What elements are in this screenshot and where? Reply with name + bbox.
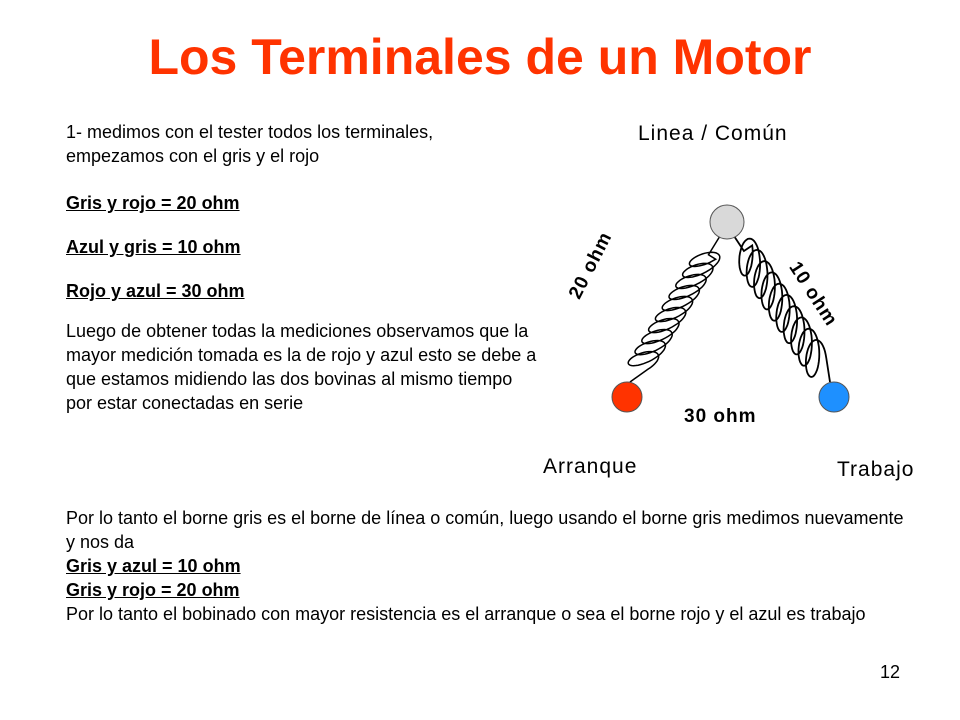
start-coil-resistance-label: 20 ohm xyxy=(565,228,617,303)
page-number: 12 xyxy=(880,662,901,682)
series-resistance-label: 30 ohm xyxy=(684,406,757,427)
page-title: Los Terminales de un Motor xyxy=(148,29,812,85)
explanation-text: Luego de obtener todas la mediciones observamos que la mayor medición tomada es la de rojo y azul esto se debe a que estamos midiendo las dos bovinas al mismo tiempo por estar conectadas en serie xyxy=(66,321,537,413)
result-gris-azul: Gris y azul = 10 ohm xyxy=(66,556,241,576)
run-terminal-node xyxy=(819,382,849,412)
measurement-rojo-azul: Rojo y azul = 30 ohm xyxy=(66,281,245,301)
measurement-gris-rojo: Gris y rojo = 20 ohm xyxy=(66,193,240,213)
measurement-azul-gris: Azul y gris = 10 ohm xyxy=(66,237,241,257)
final-conclusion-text: Por lo tanto el bobinado con mayor resistencia es el arranque o sea el borne rojo y el azul es trabajo xyxy=(66,604,866,624)
start-terminal-label: Arranque xyxy=(543,455,638,478)
coil-drawing xyxy=(530,110,950,490)
common-terminal-label: Linea / Común xyxy=(638,122,788,145)
motor-wiring-diagram xyxy=(530,110,950,490)
run-terminal-label: Trabajo xyxy=(837,458,915,481)
start-coil xyxy=(628,236,720,382)
conclusion-text: Por lo tanto el borne gris es el borne de línea o común, luego usando el borne gris medimos nuevamente y nos da xyxy=(66,508,904,552)
common-terminal-node xyxy=(710,205,744,239)
run-coil-resistance-label: 10 ohm xyxy=(784,258,842,331)
intro-text: 1- medimos con el tester todos los terminales, empezamos con el gris y el rojo xyxy=(66,122,434,166)
start-terminal-node xyxy=(612,382,642,412)
result-gris-rojo: Gris y rojo = 20 ohm xyxy=(66,580,240,600)
